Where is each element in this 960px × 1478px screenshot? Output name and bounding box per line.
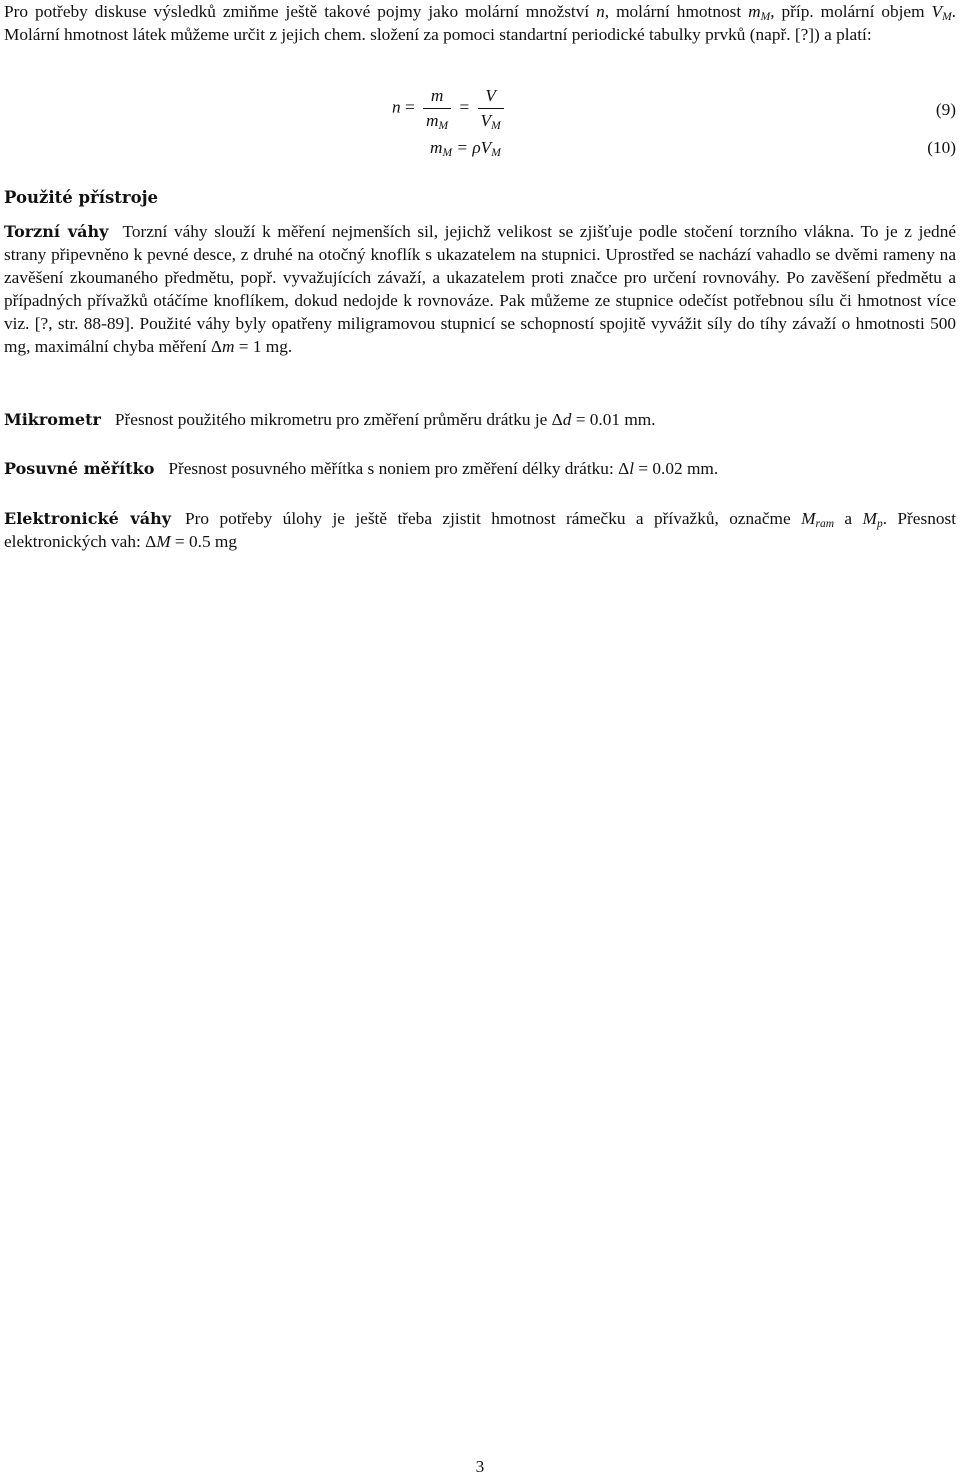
item-text: = 0.02 mm. [634,459,719,478]
subscript-ram: ram [815,518,834,530]
subscript-M: M [491,120,501,132]
section-heading: Použité přístroje [4,188,159,207]
intro-text-5: ]) a platí: [808,25,872,44]
item-text: Přesnost použitého mikrometru pro změření průměru drátku je [114,410,552,429]
equation-number-9: (9) [935,100,956,119]
item-term: Mikrometr [4,410,101,429]
variable-M: M [156,532,171,551]
item-torzni-vahy [4,220,956,358]
subscript-M: M [942,11,952,23]
subscript-M: M [442,147,453,159]
item-term: Torzní váhy [4,222,109,241]
citation-ref[interactable]: ? [800,25,809,44]
fraction-numerator: V [478,85,504,109]
eq9-lhs: n [392,97,401,117]
symbol-n: n [596,2,605,21]
symbol-V: V [931,2,943,21]
item-text: a [834,509,863,528]
citation-ref[interactable]: ? [40,314,49,333]
equation-9-body [392,85,508,132]
variable-m: m [221,337,235,356]
item-text: . Přesnost elektronických vah: [4,509,957,551]
delta-symbol: Δ [210,337,222,356]
fraction-V-over-VM [478,85,504,132]
intro-text-4: . Molární hmotnost látek můžeme určit z jejich chem. složení za pomoci standartní periodické tabulky prvků (např. [ [4,2,956,44]
item-text: = 0.01 mm. [571,410,656,429]
subscript-p: p [876,518,883,530]
intro-paragraph [4,0,956,46]
fraction-numerator: m [423,85,451,109]
item-text: = 1 mg. [234,337,293,356]
eq9-equals-2: = [459,97,470,117]
symbol-M: M [801,509,816,528]
delta-symbol: Δ [145,532,157,551]
delta-symbol: Δ [618,459,630,478]
item-text: = 0.5 mg [170,532,238,551]
intro-text-2: , molární hmotnost [604,2,749,21]
item-posuvne-meritko [4,457,956,480]
equation-10-body [430,136,501,159]
item-text: Pro potřeby úlohy je ještě třeba zjistit hmotnost rámečku a přívažků, označme [185,509,802,528]
eq10-lhs: m [430,138,443,157]
intro-text-3: , příp. molární objem [770,2,932,21]
item-text: Torzní váhy slouží k měření nejmenších sil, jejichž velikost se zjišťuje podle stočení torzního vlákna. To je z jedné strany připevněno k pevné desce, z druhé na otočný knoflík s ukazatelem na stupnici. Uprostřed se nachází vahadlo se dvěmi rameny na zavěšení zkoumaného předmětu, popř. vyvažujících závaží, a ukazatelem proti značce pro určení rovnováhy. Po zavěšení předmětu a případných přívažků otáčíme knoflíkem, dokud nedojde k rovnováze. Pak můžeme ze stupnice odečíst potřebnou sílu či hmotnost více viz. [ [4,222,957,333]
variable-l: l [629,459,634,478]
intro-text-1: Pro potřeby diskuse výsledků zmiňme ještě takové pojmy jako molární množství [4,2,597,21]
eq10-rhs: = ρV [456,138,492,157]
item-term: Posuvné měřítko [4,459,155,478]
subscript-M: M [438,120,449,132]
item-mikrometr [4,408,956,431]
variable-d: d [562,410,572,429]
item-text: Přesnost posuvného měřítka s noniem pro změření délky drátku: [168,459,619,478]
fraction-denominator: V [480,111,492,130]
symbol-m: m [748,2,761,21]
equation-number-10: (10) [927,138,956,157]
item-term: Elektronické váhy [4,509,172,528]
fraction-m-over-mM [423,85,451,132]
symbol-M: M [862,509,877,528]
fraction-denominator: m [426,111,439,130]
eq9-equals: = [404,97,415,117]
delta-symbol: Δ [551,410,563,429]
subscript-M: M [760,11,771,23]
item-elektronicke-vahy [4,507,956,553]
page-number: 3 [475,1457,485,1476]
subscript-M: M [491,147,501,159]
item-text: , str. 88-89]. Použité váhy byly opatřeny miligramovou stupnicí se schopností spojitě vyvážit síly do tíhy závaží o hmotnosti 500 mg, maximální chyba měření [4,314,956,356]
